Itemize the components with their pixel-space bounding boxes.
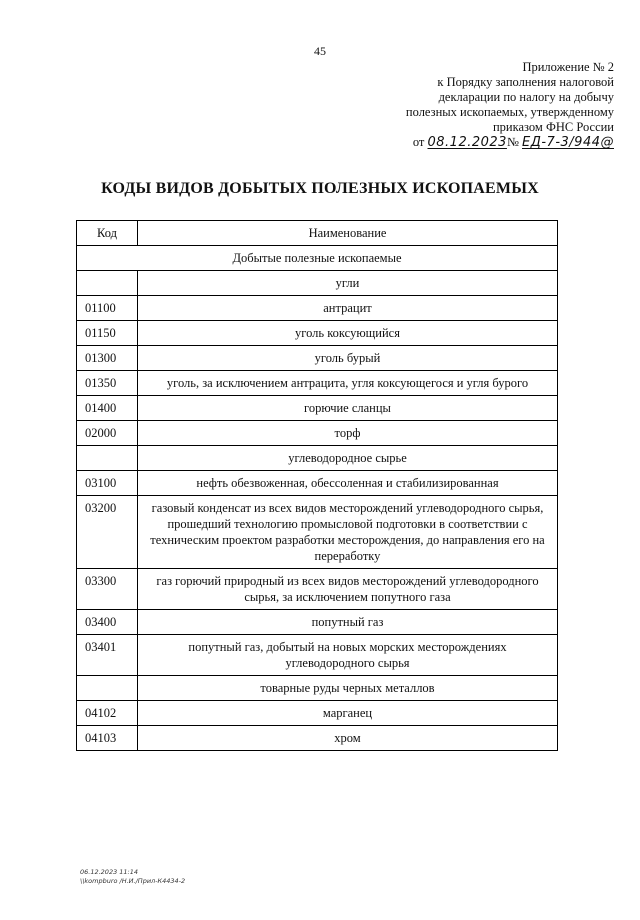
code-cell: 01100: [77, 296, 138, 321]
name-cell: товарные руды черных металлов: [138, 676, 558, 701]
table-row: [77, 421, 558, 446]
table-row: [77, 726, 558, 751]
table-row: [77, 635, 558, 676]
name-cell: газ горючий природный из всех видов месторождений углеводородного сырья, за исключением попутного газа: [138, 569, 558, 610]
name-cell: антрацит: [138, 296, 558, 321]
order-date-handwritten: 08.12.2023: [427, 135, 507, 150]
code-cell: 04102: [77, 701, 138, 726]
name-cell: газовый конденсат из всех видов месторождений углеводородного сырья, прошедший технологию промысловой подготовки в соответствии с техническим проектом разработки месторождения, до направления его на переработку: [138, 496, 558, 569]
table-row: [77, 296, 558, 321]
code-cell: 01300: [77, 346, 138, 371]
order-number-handwritten: ЕД-7-3/944@: [522, 135, 614, 150]
name-cell: горючие сланцы: [138, 396, 558, 421]
order-reference: [354, 135, 614, 150]
appendix-line-3: декларации по налогу на добычу: [438, 90, 614, 104]
table-row: [77, 471, 558, 496]
name-cell: уголь коксующийся: [138, 321, 558, 346]
table-header-row: [77, 221, 558, 246]
mineral-codes-table: [76, 220, 558, 751]
table-row: [77, 676, 558, 701]
order-number-prefix: №: [506, 135, 519, 149]
page-number: 45: [314, 44, 326, 58]
table-row: [77, 446, 558, 471]
code-cell: 03300: [77, 569, 138, 610]
table-row: [77, 371, 558, 396]
code-cell: [77, 446, 138, 471]
table-row: [77, 396, 558, 421]
code-cell: 03401: [77, 635, 138, 676]
appendix-line-1: Приложение № 2: [522, 60, 614, 74]
table-row: [77, 346, 558, 371]
code-cell: [77, 271, 138, 296]
code-cell: 01400: [77, 396, 138, 421]
footer-timestamp: 06.12.2023 11:14: [80, 868, 139, 876]
code-cell: 01350: [77, 371, 138, 396]
header-code: Код: [77, 221, 138, 246]
code-cell: [77, 676, 138, 701]
code-cell: 01150: [77, 321, 138, 346]
section-title: Добытые полезные ископаемые: [77, 246, 558, 271]
code-cell: 03400: [77, 610, 138, 635]
table-row: [77, 271, 558, 296]
document-title: КОДЫ ВИДОВ ДОБЫТЫХ ПОЛЕЗНЫХ ИСКОПАЕМЫХ: [101, 180, 539, 197]
name-cell: попутный газ: [138, 610, 558, 635]
table-row: [77, 610, 558, 635]
name-cell: хром: [138, 726, 558, 751]
table-row: [77, 701, 558, 726]
document-footer: [80, 868, 185, 886]
table-row: [77, 496, 558, 569]
name-cell: уголь бурый: [138, 346, 558, 371]
code-cell: 03200: [77, 496, 138, 569]
section-row: [77, 246, 558, 271]
name-cell: углеводородное сырье: [138, 446, 558, 471]
appendix-line-5: приказом ФНС России: [492, 120, 614, 134]
appendix-line-2: к Порядку заполнения налоговой: [437, 75, 614, 89]
appendix-line-4: полезных ископаемых, утвержденному: [405, 105, 614, 119]
code-cell: 03100: [77, 471, 138, 496]
table-row: [77, 569, 558, 610]
name-cell: угли: [138, 271, 558, 296]
name-cell: попутный газ, добытый на новых морских месторождениях углеводородного сырья: [138, 635, 558, 676]
footer-file-path: \\kompburo /Н.И./Прил-К4434-2: [80, 877, 186, 885]
code-cell: 02000: [77, 421, 138, 446]
header-name: Наименование: [138, 221, 558, 246]
order-prefix: от: [412, 135, 425, 149]
name-cell: уголь, за исключением антрацита, угля коксующегося и угля бурого: [138, 371, 558, 396]
table-row: [77, 321, 558, 346]
name-cell: марганец: [138, 701, 558, 726]
code-cell: 04103: [77, 726, 138, 751]
appendix-header: [354, 60, 614, 150]
name-cell: нефть обезвоженная, обессоленная и стабилизированная: [138, 471, 558, 496]
name-cell: торф: [138, 421, 558, 446]
